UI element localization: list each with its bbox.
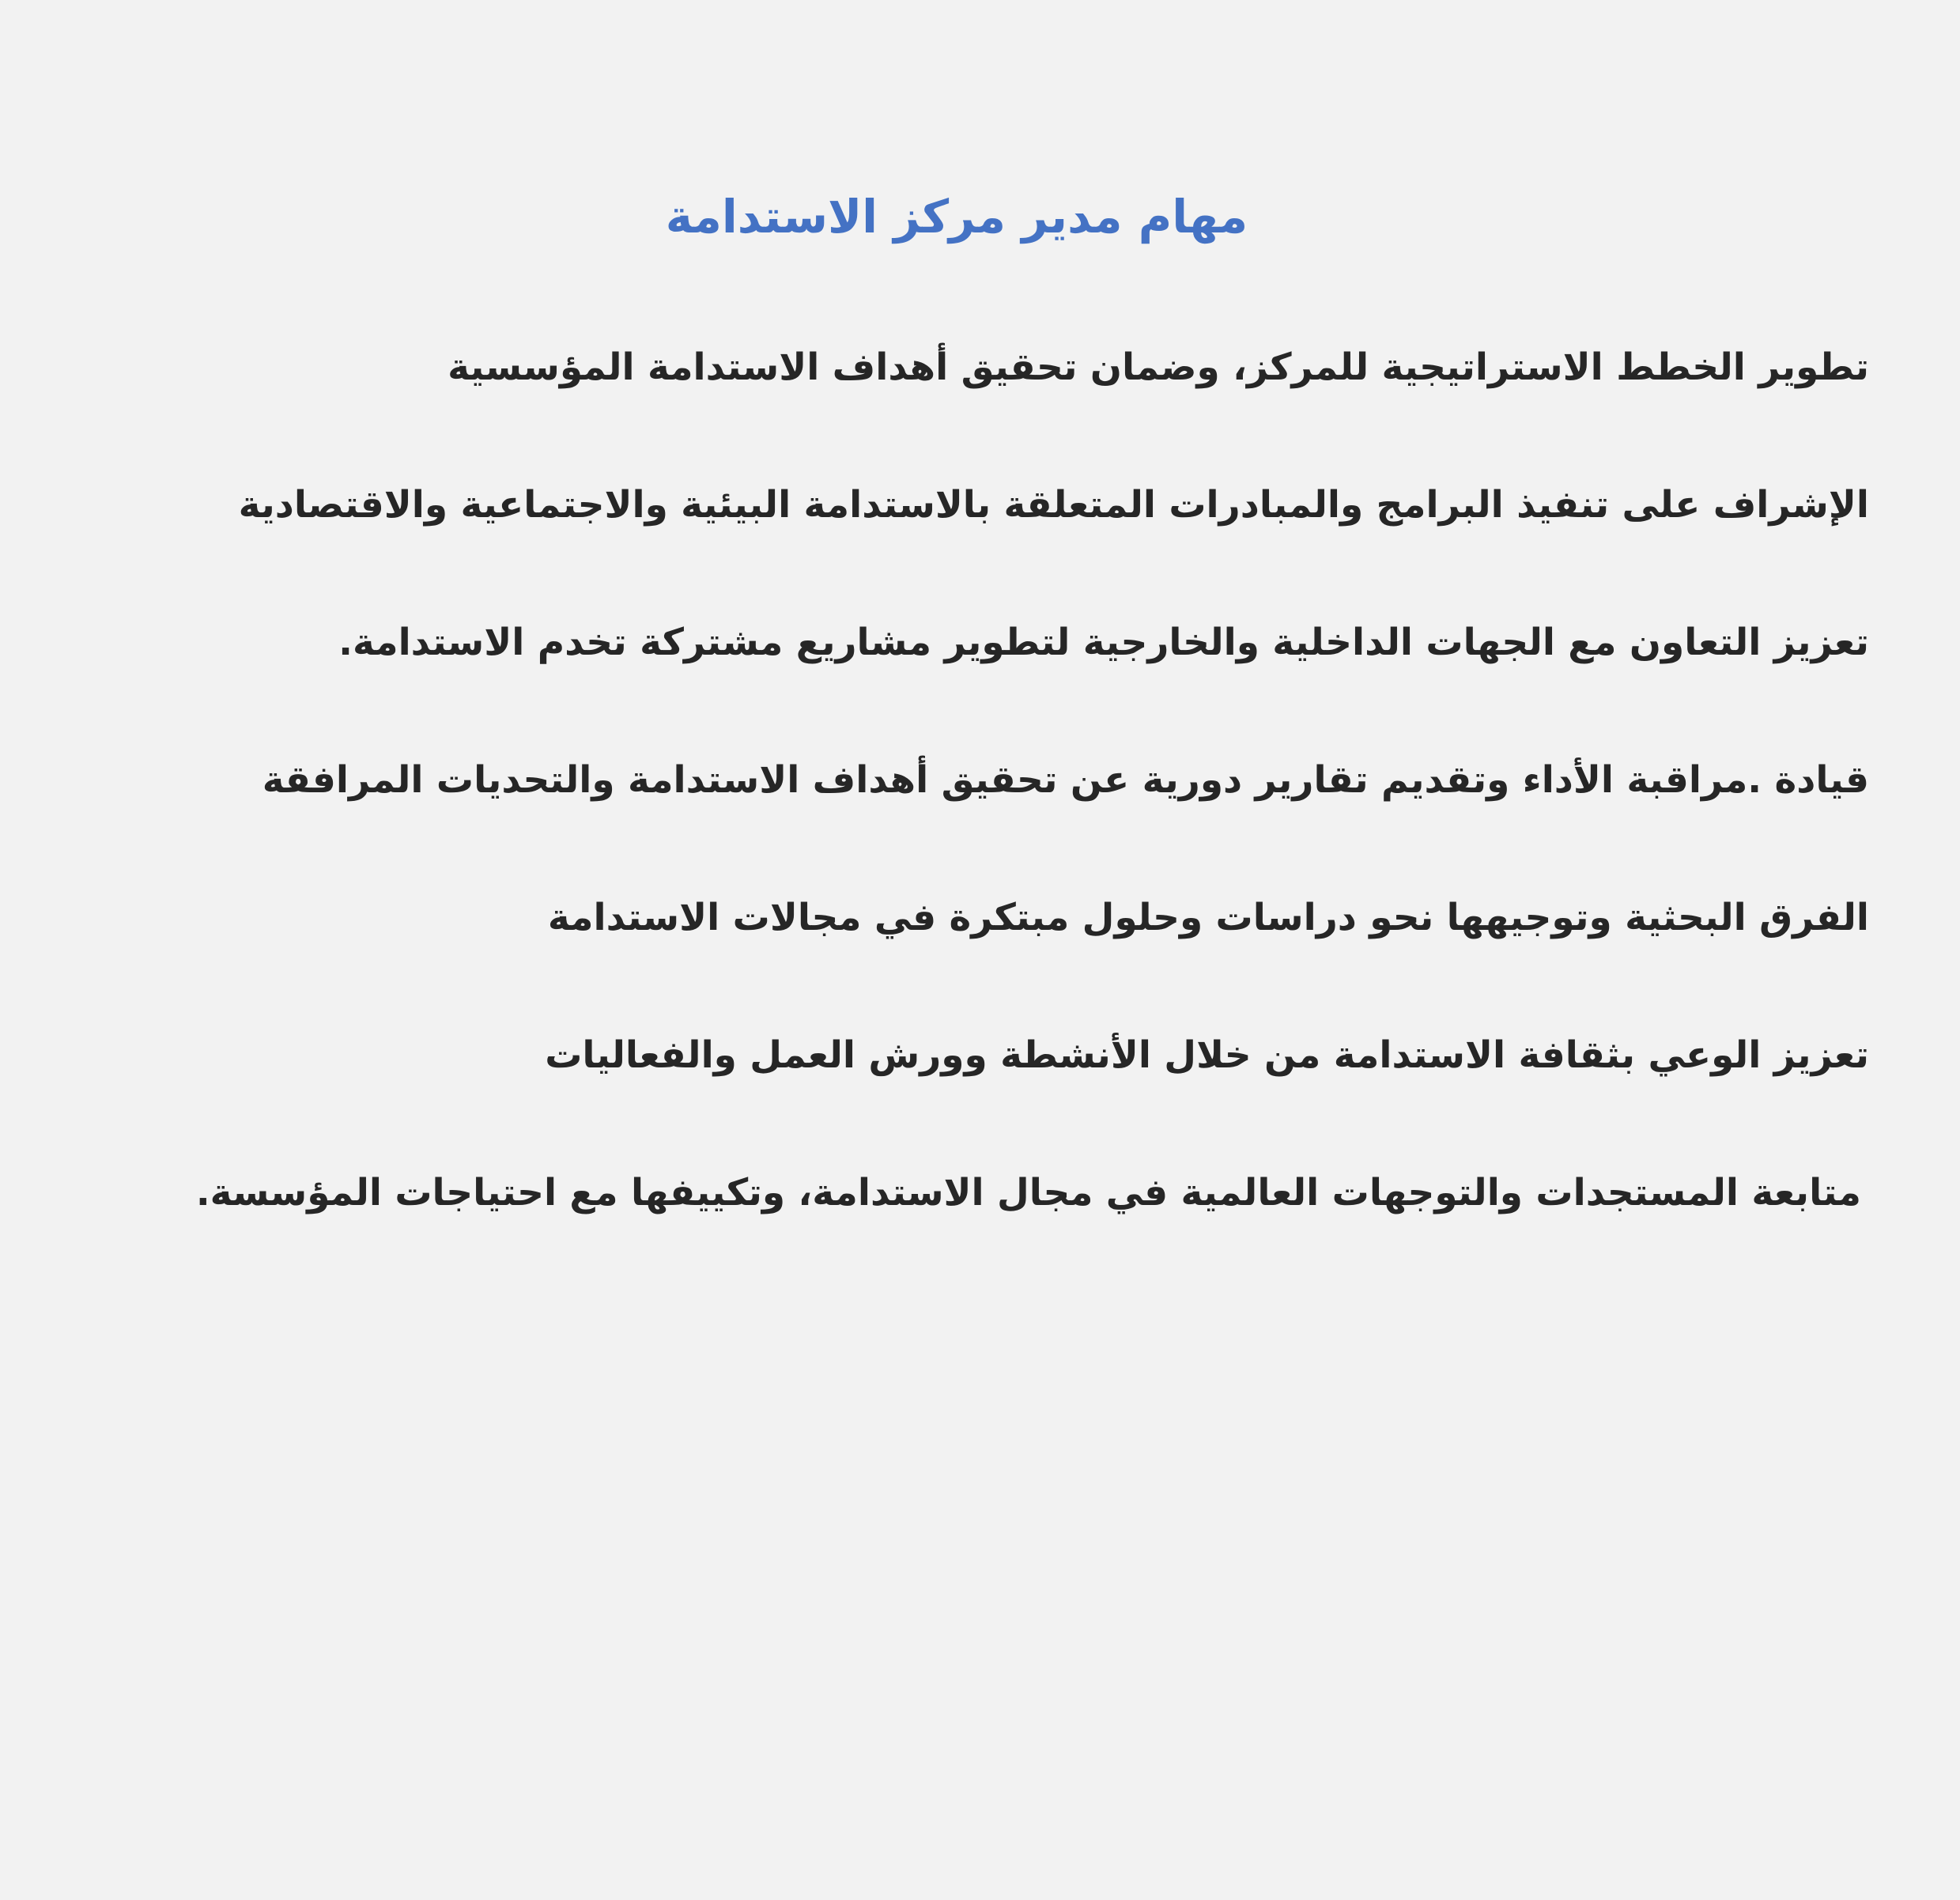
duty-line-3: تعزيز التعاون مع الجهات الداخلية والخارجية لتطوير مشاريع مشتركة تخدم الاستدامة. (338, 621, 1869, 664)
duty-line-2: الإشراف على تنفيذ البرامج والمبادرات المتعلقة بالاستدامة البيئية والاجتماعية والاقتصادية (238, 483, 1869, 527)
duty-line-1: تطوير الخطط الاستراتيجية للمركز، وضمان تحقيق أهداف الاستدامة المؤسسية (448, 346, 1869, 389)
duties-list (0, 328, 1869, 1291)
duty-line-7: متابعة المستجدات والتوجهات العالمية في مجال الاستدامة، وتكييفها مع احتياجات المؤسسة. (195, 1171, 1861, 1214)
duty-line-6: تعزيز الوعي بثقافة الاستدامة من خلال الأنشطة وورش العمل والفعاليات (545, 1033, 1869, 1077)
page-title: مهام مدير مركز الاستدامة (665, 189, 1248, 244)
duty-line-4: قيادة .مراقبة الأداء وتقديم تقارير دورية عن تحقيق أهداف الاستدامة والتحديات المرافقة (262, 758, 1869, 802)
duty-line-5: الفرق البحثية وتوجيهها نحو دراسات وحلول مبتكرة في مجالات الاستدامة (547, 896, 1869, 939)
